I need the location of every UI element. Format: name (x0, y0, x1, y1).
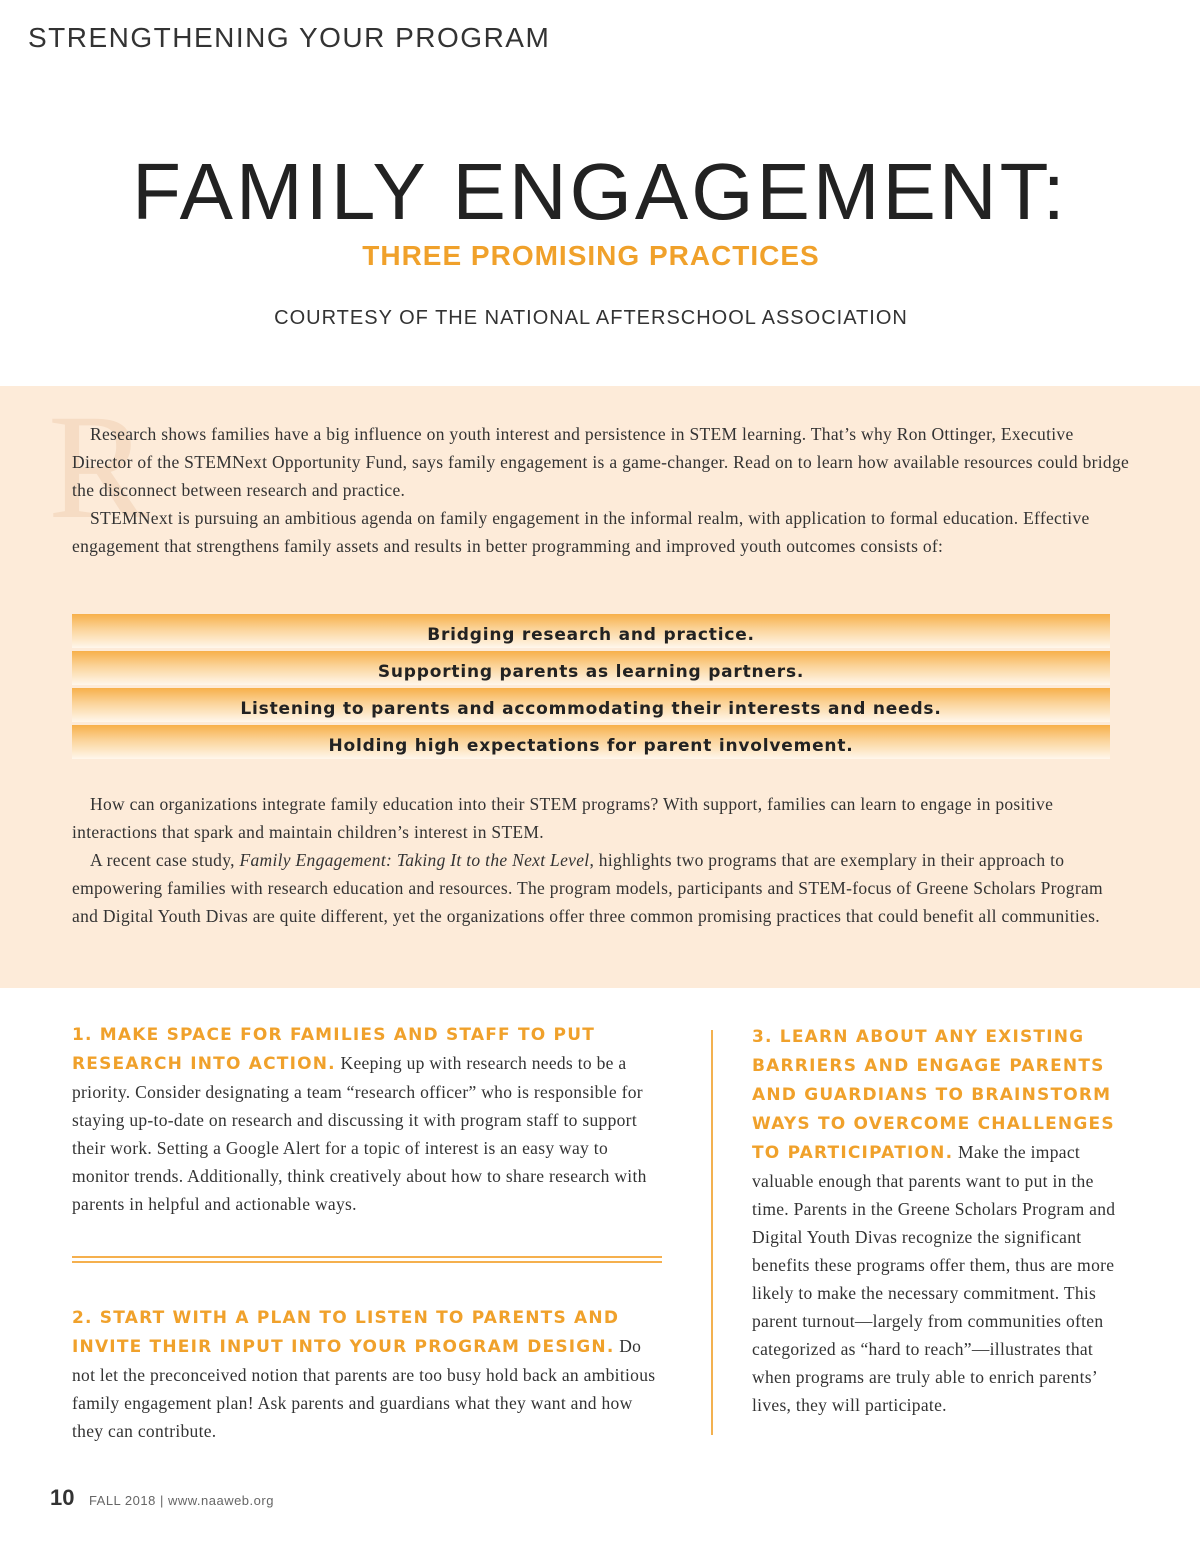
section-label: STRENGTHENING YOUR PROGRAM (28, 22, 551, 53)
case-study-title: Family Engagement: Taking It to the Next Level (239, 850, 590, 870)
section-body: Do not let the preconceived notion that parents are too busy hold back an ambitious family engagement plan! Ask parents and guardians what they want and how they can contribute. (72, 1336, 656, 1441)
practice-item: Bridging research and practice. (72, 614, 1110, 648)
section-body: Keeping up with research needs to be a priority. Consider designating a team “research officer” who is responsible for staying up-to-date on research and discussing it with program staff to support their work. Setting a Google Alert for a topic of interest is an easy way to monitor trends. Additionally, think creatively about how to share research with parents in helpful and actionable ways. (72, 1053, 647, 1214)
page-number: 10 (50, 1485, 75, 1510)
practice-section-1 (72, 1020, 667, 1218)
paragraph-4-rest: , highlights two programs that are exemplary in their approach to empowering families with research education and resources. The program models, participants and STEM-focus of Greene Scholars Program and Digital Youth Divas are quite different, yet the organizations offer three common promising practices that could benefit all communities. (72, 850, 1103, 926)
page-subtitle: THREE PROMISING PRACTICES (362, 240, 820, 271)
intro-paragraph-3: How can organizations integrate family education into their STEM programs? With support, families can learn to engage in positive interactions that spark and maintain children’s interest in STEM. (72, 794, 1054, 842)
practice-item: Supporting parents as learning partners. (72, 651, 1110, 685)
practice-section-3 (752, 1022, 1117, 1419)
section-heading: 1. MAKE SPACE FOR FAMILIES AND STAFF TO PUT RESEARCH INTO ACTION. (72, 1025, 596, 1074)
practice-section-2 (72, 1303, 667, 1445)
page-footer (50, 1485, 274, 1511)
section-divider (72, 1256, 662, 1263)
column-rule (711, 1030, 713, 1435)
courtesy-line: COURTESY OF THE NATIONAL AFTERSCHOOL ASSOCIATION (274, 307, 908, 329)
intro-paragraphs (72, 420, 1132, 560)
case-study-paragraphs (72, 790, 1132, 930)
practice-item: Holding high expectations for parent involvement. (72, 725, 1110, 759)
right-column (752, 1022, 1117, 1419)
section-heading: 3. LEARN ABOUT ANY EXISTING BARRIERS AND ENGAGE PARENTS AND GUARDIANS TO BRAINSTORM WAYS TO OVERCOME CHALLENGES TO PARTICIPATION. (752, 1027, 1115, 1163)
practices-list (72, 614, 1110, 762)
intro-paragraph-2: STEMNext is pursuing an ambitious agenda on family engagement in the informal realm, with application to formal education. Effective engagement that strengthens family assets and results in better programming and improved youth outcomes consists of: (72, 508, 1090, 556)
paragraph-4-lead: A recent case study, (90, 850, 240, 870)
page-title: FAMILY ENGAGEMENT: (132, 147, 1068, 236)
section-heading: 2. START WITH A PLAN TO LISTEN TO PARENTS AND INVITE THEIR INPUT INTO YOUR PROGRAM DESIGN. (72, 1308, 620, 1357)
section-body: Make the impact valuable enough that parents want to put in the time. Parents in the Greene Scholars Program and Digital Youth Divas recognize the significant benefits these programs offer them, thus are more likely to make the necessary commitment. This parent turnout—largely from communities often categorized as “hard to reach”—illustrates that when programs are truly able to enrich parents’ lives, they will participate. (752, 1142, 1116, 1415)
drop-cap: R (48, 384, 149, 550)
practice-item: Listening to parents and accommodating their interests and needs. (72, 688, 1110, 722)
intro-paragraph-4 (72, 846, 1132, 930)
intro-paragraph-1: Research shows families have a big influence on youth interest and persistence in STEM learning. That’s why Ron Ottinger, Executive Director of the STEMNext Opportunity Fund, says family engagement is a game-changer. Read on to learn how available resources could bridge the disconnect between research and practice. (72, 424, 1130, 500)
left-column-lower (72, 1303, 667, 1445)
left-column (72, 1020, 667, 1218)
publication-info: FALL 2018 | www.naaweb.org (88, 1493, 274, 1508)
